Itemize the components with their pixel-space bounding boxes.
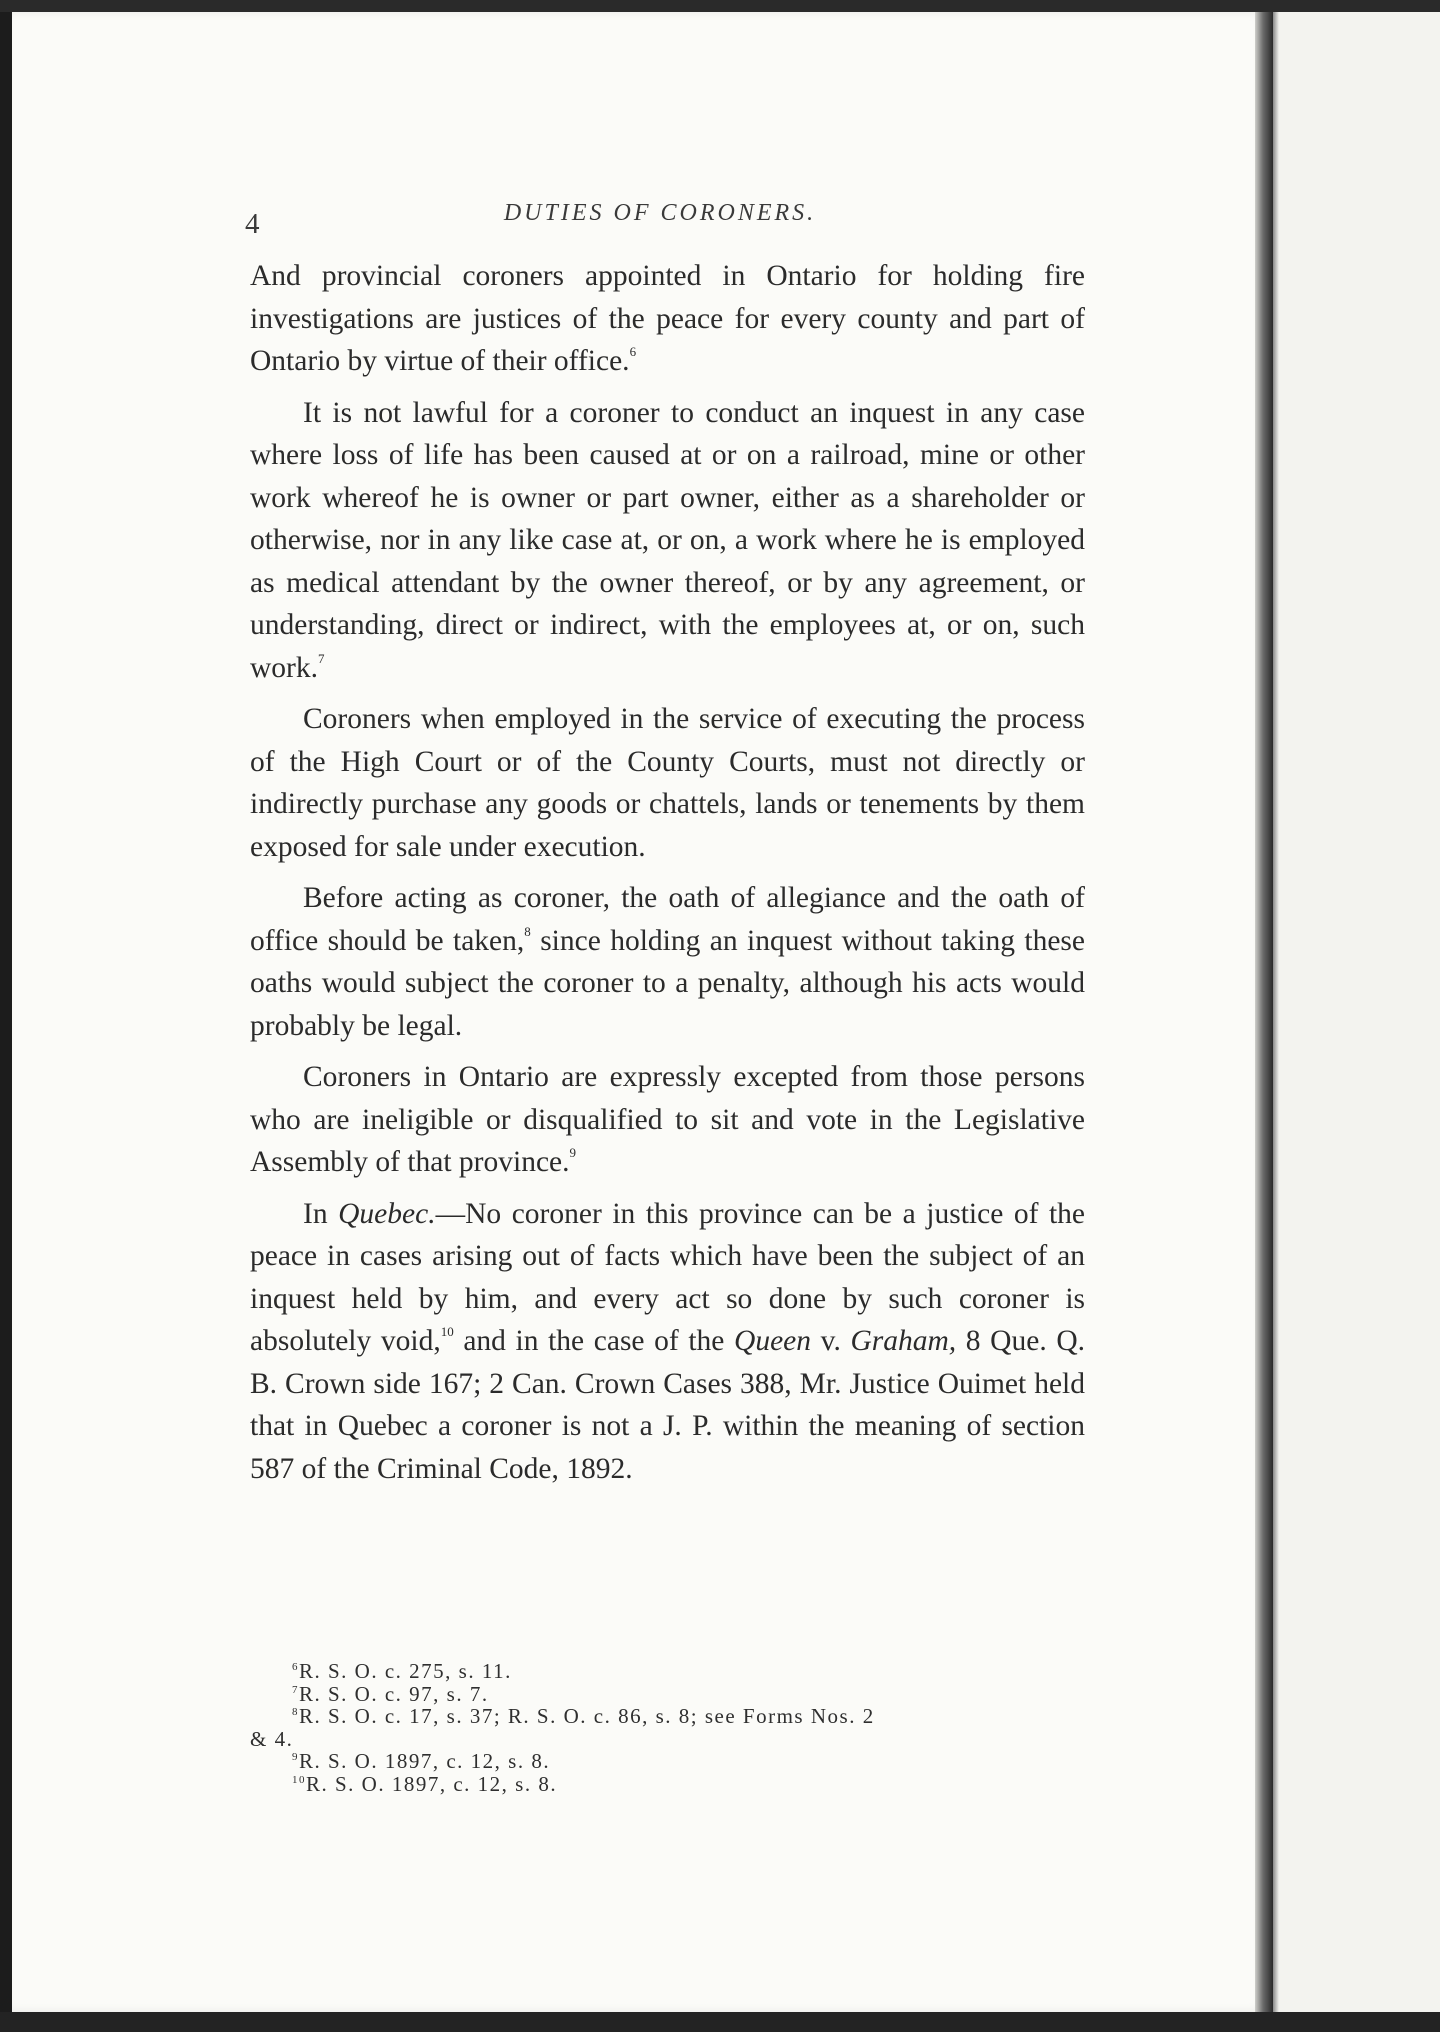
footnote-10: $^{10}$R. S. O. 1897, c. 12, s. 8. [292,1771,558,1796]
page-number: 4 [245,208,260,240]
footnote-9: $^9$R. S. O. 1897, c. 12, s. 8. [292,1749,551,1773]
page-header [235,200,1085,240]
facing-page-edge [1273,12,1440,2012]
italic-case-name: Graham, [850,1325,957,1357]
scan-top-border [0,0,1440,12]
footnote-ref: 10 [440,1324,454,1339]
footnotes [250,1660,1085,1795]
footnote-ref: 9 [569,1145,577,1160]
book-gutter [1255,12,1273,2012]
italic-case-name: Queen [734,1325,812,1357]
facing-page-shadow [1273,12,1279,2012]
footnote-8: $^8$R. S. O. c. 17, s. 37; R. S. O. c. 86, s. 8; see Forms Nos. 2 [292,1704,875,1728]
footnote-7: $^7$R. S. O. c. 97, s. 7. [292,1681,489,1706]
footnote-ref: 7 [318,650,325,666]
paragraph-fire-investigations: And provincial coroners appointed in Ontario for holding fire investigations are justices of the peace for every county and part of Ontario by virtue of their office.$^6$ [250,260,1085,377]
paragraph-legislative-assembly: Coroners in Ontario are expressly excepted from those persons who are ineligible or disqualified to sit and vote in the Legislative Assembly of that province.$^9$ [250,1061,1085,1178]
running-head: DUTIES OF CORONERS. [503,200,817,226]
italic-quebec: Quebec. [338,1197,436,1230]
paragraph-quebec: In Quebec.—No coroner in this province can be a justice of the peace in cases arising out of facts which have been the subject of an inquest held by him, and every act so done by such coroner is absolutely void,$^{10}$ and in the case of the Queen v. Graham, 8 Que. Q. B. Crown side 167; 2 Can. Crown Cases 388, Mr. Justice Ouimet held that in Quebec a coroner is not a J. P. within the meaning of section 587 of the Criminal Code, 1892. [250,1197,1086,1485]
footnote-8-continuation: & 4. [250,1726,294,1751]
footnote-6: $^6$R. S. O. c. 275, s. 11. [292,1659,512,1683]
scan-bottom-border [0,2012,1440,2032]
footnote-ref: 6 [629,344,637,359]
body-text [250,255,1085,1499]
footnote-ref: 8 [524,923,531,939]
paragraph-process-execution: Coroners when employed in the service of executing the process of the High Court or of the County Courts, must not directly or indirectly purchase any goods or chattels, lands or tenements by them exposed for sale under execution. [250,703,1085,863]
paragraph-oath: Before acting as coroner, the oath of allegiance and the oath of office should be taken,$^8$ since holding an inquest without taking these oaths would subject the coroner to a penalty, although his acts would probably be legal. [250,882,1085,1042]
paragraph-unlawful-inquest: It is not lawful for a coroner to conduct an inquest in any case where loss of life has been caused at or on a railroad, mine or other work whereof he is owner or part owner, either as a shareholder or otherwise, nor in any like case at, or on, a work where he is employed as medical attendant by the owner thereof, or by any agreement, or understanding, direct or indirect, with the employees at, or on, such work.$^7$ [250,396,1085,684]
